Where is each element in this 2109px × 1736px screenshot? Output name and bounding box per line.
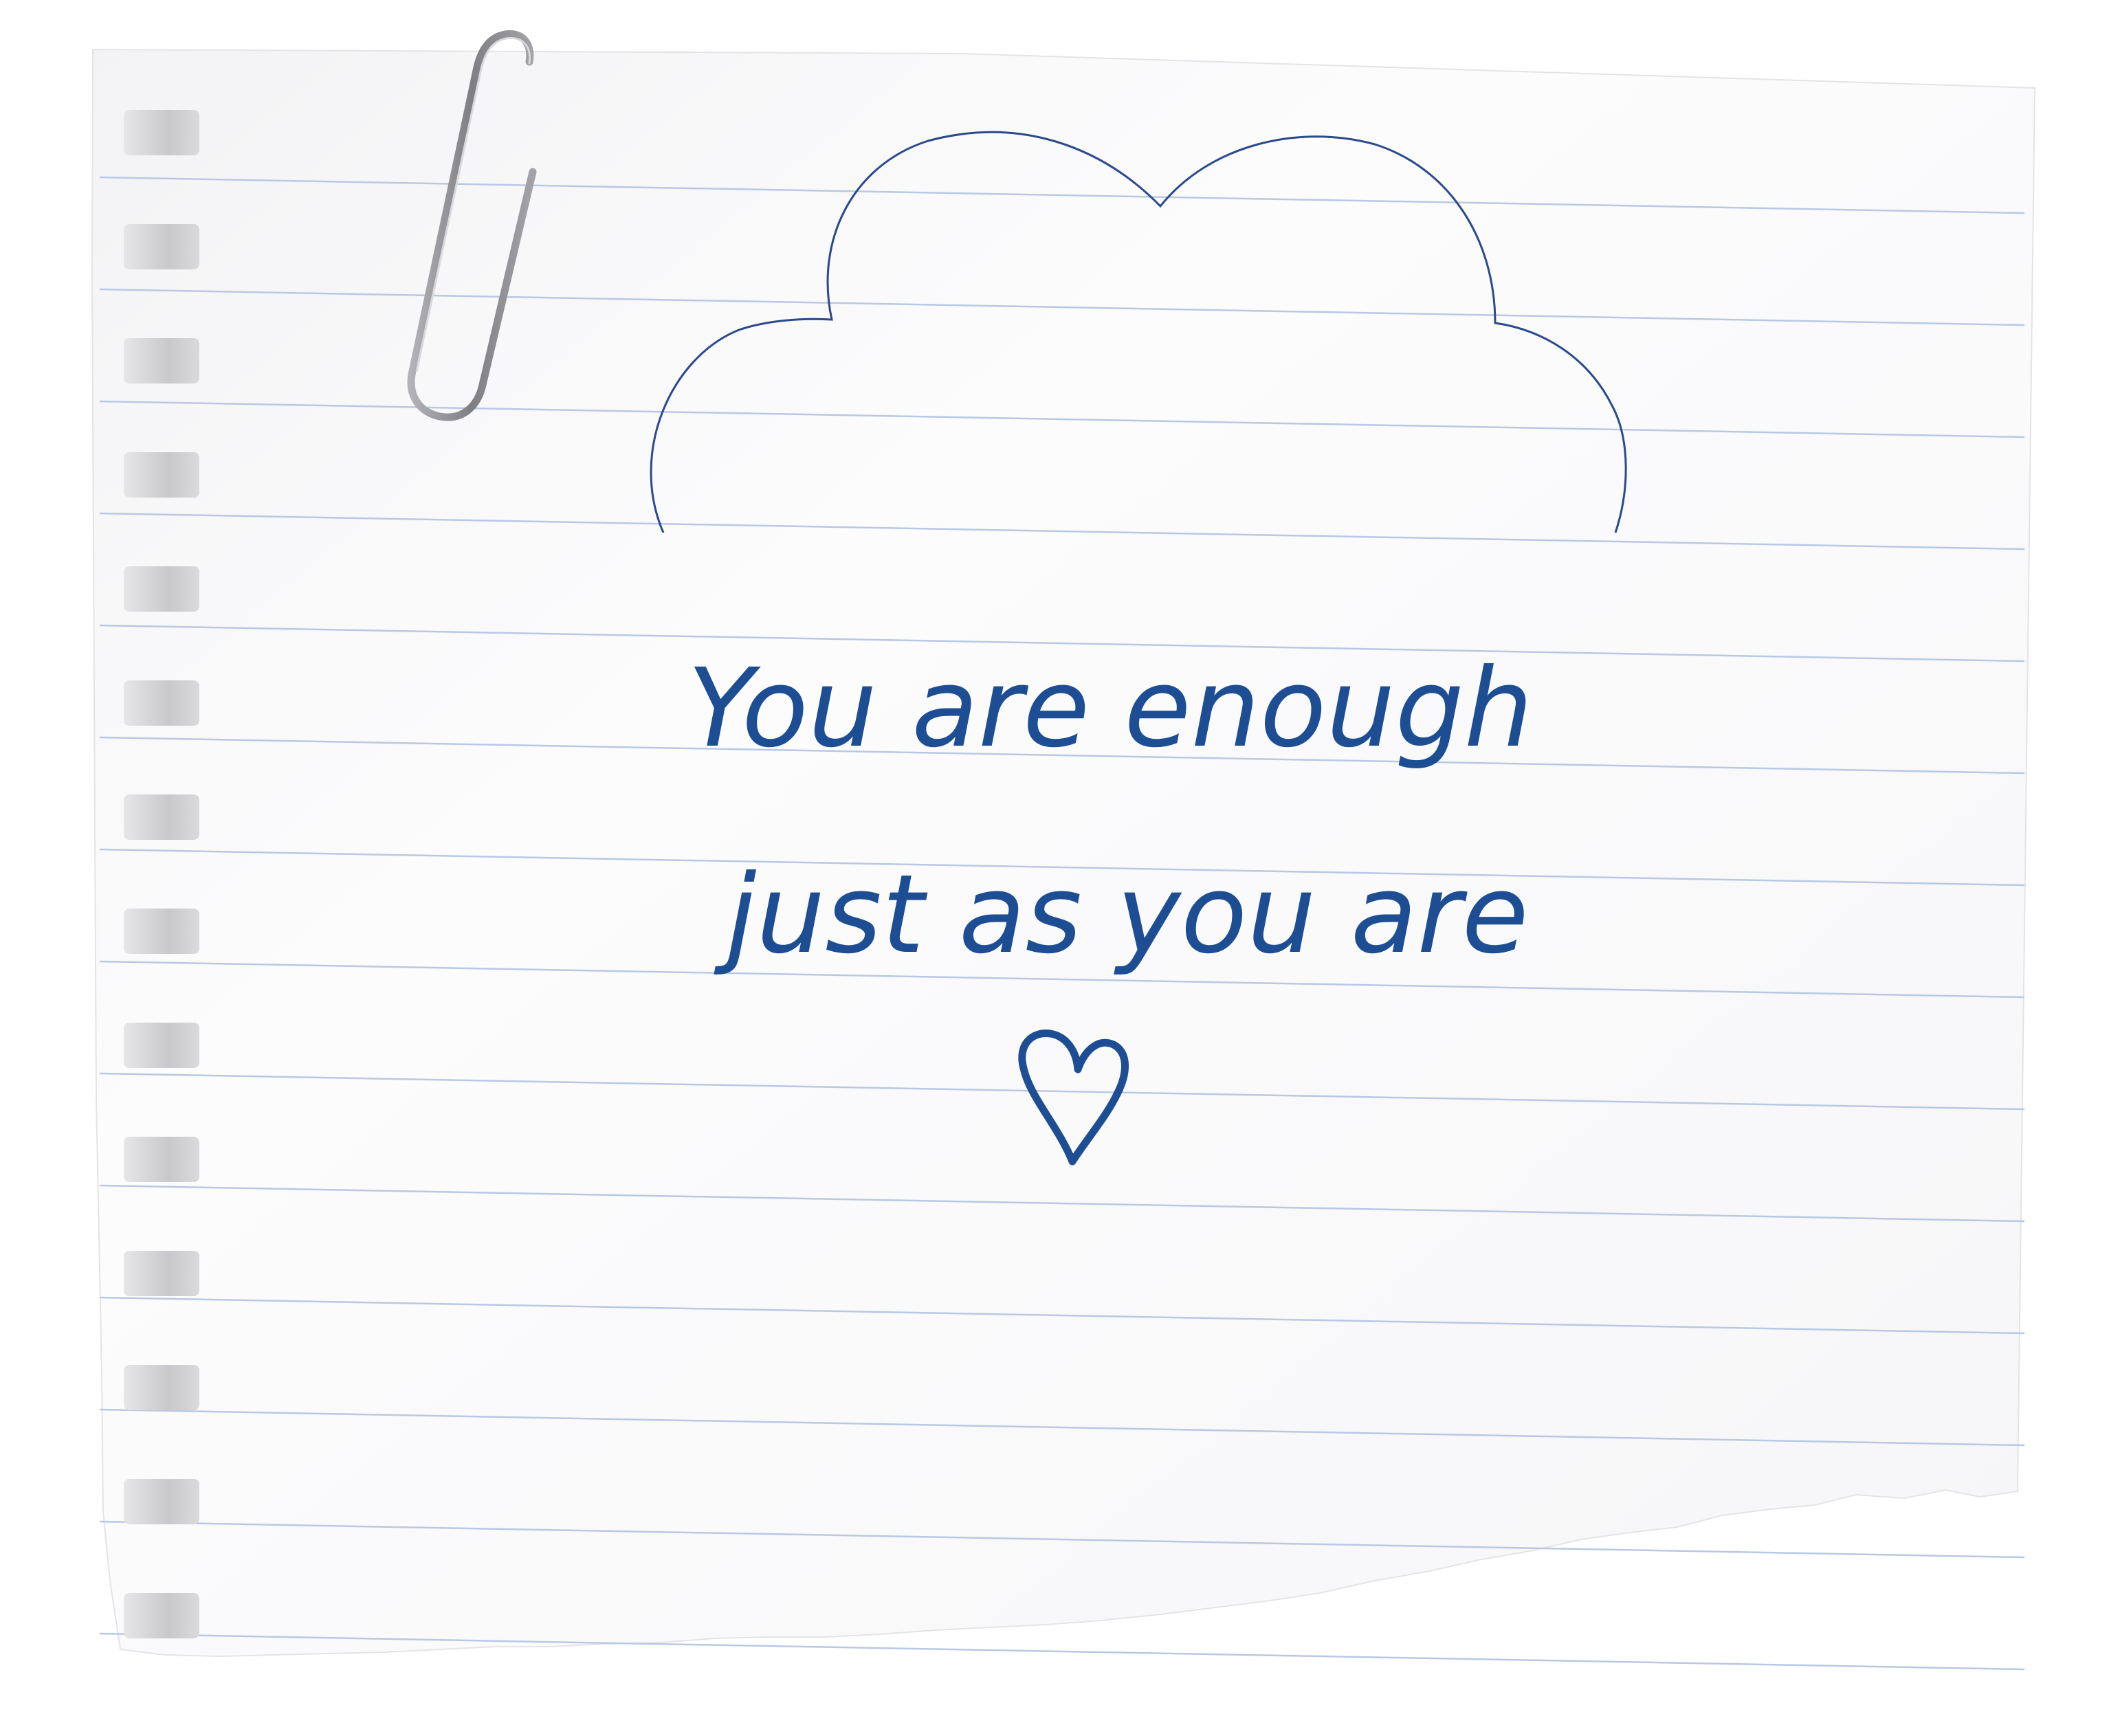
punch-hole	[124, 110, 199, 155]
punch-hole	[124, 1137, 199, 1182]
punch-hole	[124, 224, 199, 269]
punch-hole	[124, 909, 199, 954]
message-line-1: You are enough	[687, 645, 1533, 772]
punch-hole	[124, 1365, 199, 1410]
message-line-2: just as you are	[726, 852, 1529, 978]
punch-hole	[124, 566, 199, 612]
punch-hole	[124, 452, 199, 498]
punch-hole	[124, 1023, 199, 1068]
punch-hole	[124, 338, 199, 383]
punch-hole	[124, 794, 199, 840]
punch-hole	[124, 1251, 199, 1296]
punch-hole	[124, 680, 199, 726]
punch-hole	[124, 1479, 199, 1524]
punch-hole	[124, 1593, 199, 1638]
